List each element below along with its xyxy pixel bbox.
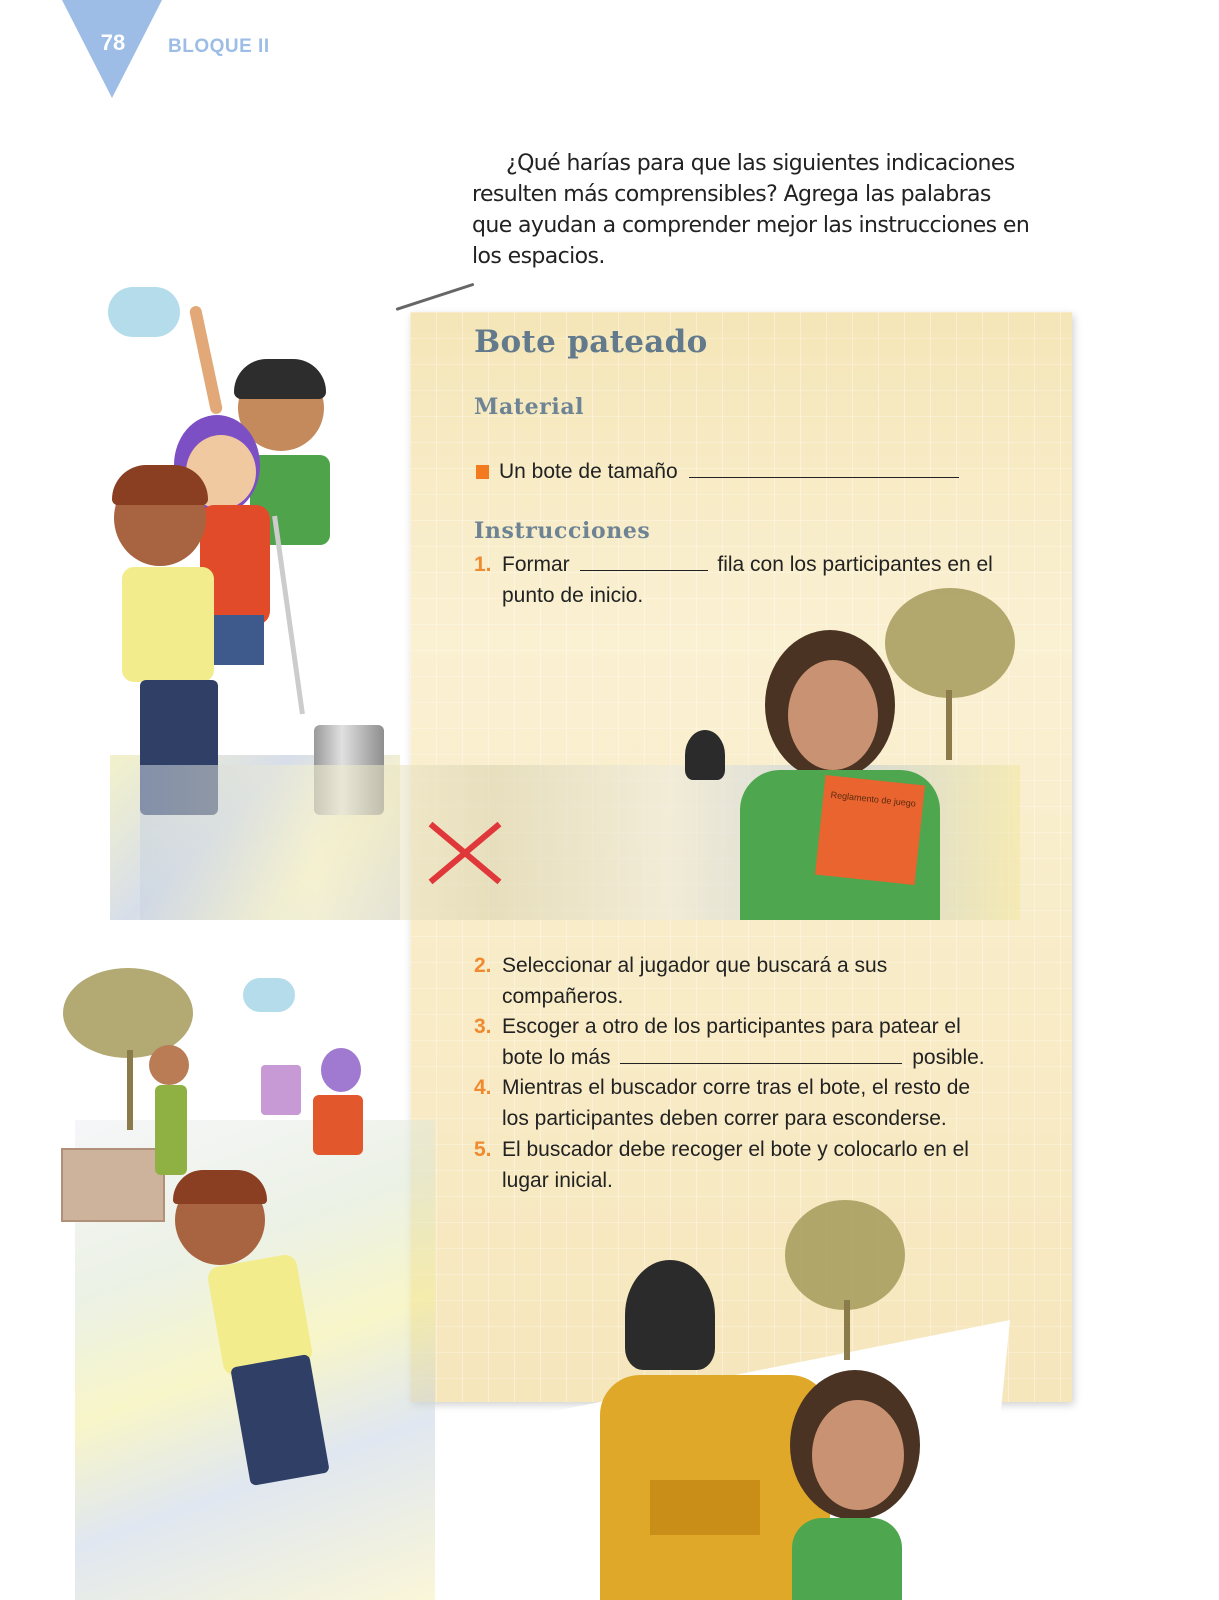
instruction-step-2: 2. Seleccionar al jugador que buscará a sus compañeros. bbox=[474, 954, 888, 1008]
bullet-square-icon bbox=[476, 465, 489, 479]
intro-paragraph: ¿Qué harías para que las siguientes indicaciones resulten más comprensibles? Agrega las palabras que ayudan a comprender mejor las instrucciones en los espacios. bbox=[472, 151, 1030, 269]
instruction-step-3: 3. Escoger a otro de los participantes para patear el bote lo más posible. bbox=[474, 1015, 985, 1069]
page-number: 78 bbox=[100, 30, 126, 55]
black-cat bbox=[685, 730, 725, 780]
cloud-icon bbox=[108, 287, 180, 337]
crate bbox=[61, 1148, 165, 1222]
blank-field-size[interactable] bbox=[689, 459, 959, 478]
instruction-step-4: 4. Mientras el buscador corre tras el bote, el resto de los participantes deben correr para esconderse. bbox=[474, 1076, 971, 1130]
instruction-step-5: 5. El buscador debe recoger el bote y colocarlo en el lugar inicial. bbox=[474, 1138, 969, 1192]
rulebook: Reglamento de juego bbox=[815, 775, 925, 885]
card-title: Bote pateado bbox=[474, 324, 708, 360]
section-label: BLOQUE II bbox=[168, 36, 270, 57]
instruction-step-1: 1. Formar fila con los participantes en el punto de inicio. bbox=[474, 553, 993, 607]
black-cat bbox=[625, 1260, 715, 1370]
material-item: Un bote de tamaño bbox=[476, 456, 959, 487]
cloud-icon bbox=[243, 978, 295, 1012]
blank-field-step-3[interactable] bbox=[620, 1045, 902, 1064]
blank-field-step-1[interactable] bbox=[580, 552, 708, 571]
illustration-mailbox-girl bbox=[440, 1200, 1020, 1600]
illustration-kids-playing bbox=[55, 960, 455, 1600]
material-heading: Material bbox=[474, 394, 585, 420]
illustration-girl-reading bbox=[140, 580, 1080, 920]
purple-can bbox=[261, 1065, 301, 1115]
instructions-heading: Instrucciones bbox=[474, 518, 651, 544]
